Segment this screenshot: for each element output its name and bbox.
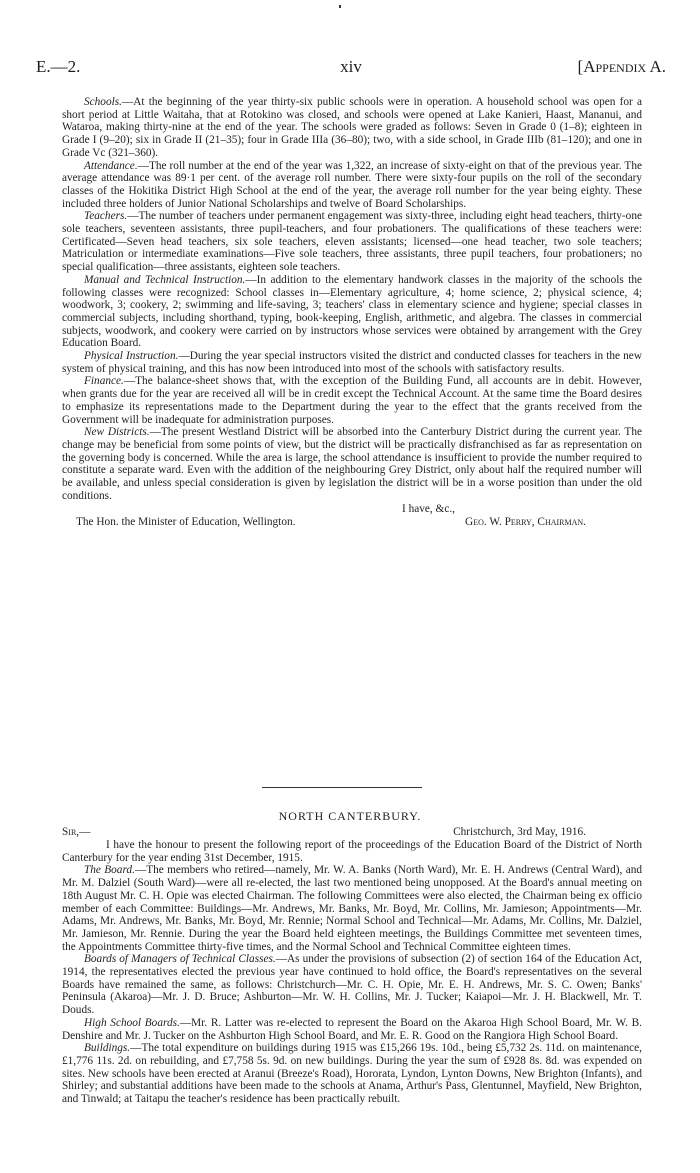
header-reference: E.—2.	[36, 57, 81, 76]
paragraph-text: —At the beginning of the year thirty-six public schools were in operation. A household school was open for a short period at Little Waitaha, that at Rotokino was closed, and schools were opened at Lake Kanieri, Haast, Mananui, and Wataroa, making thirty-nine at the end of the year. The schools were graded as follows: Seven in Grade 0 (1–8); eighteen in Grade I (9–20); six in Grade II (21–35); four in Grade IIIa (36–80); two, with a side school, in Grade IIIb (81–120); and one in Grade Vc (321–360).	[62, 96, 642, 159]
paragraph-text: —As under the provisions of subsection (2) of section 164 of the Education Act, 1914, the representatives elected the previous year have continued to hold office, the Board's representatives on the several Boards have remained the same, as follows: Christchurch—Mr. C. H. Opie, Mr. E. H. Andrews, Mr. S. C. Owen; Banks' Peninsula (Akaroa)—Mr. J. D. Bruce; Ashburton—Mr. W. H. Collins, Mr. J. Tucker; Kaiapoi—Mr. J. H. Blackwell, Mr. T. Douds.	[62, 953, 642, 1017]
signoff-have: I have, &c.,	[402, 502, 456, 515]
north-canterbury-report-body	[62, 826, 642, 1106]
printer-mark	[339, 5, 341, 8]
paragraph-text: —The members who retired—namely, Mr. W. A. Banks (North Ward), Mr. E. H. Andrews (Central Ward), and Mr. M. Dalziel (South Ward)—were all re-elected, the last two mentioned being unopposed. At the Board's annual meeting on 18th August Mr. C. H. Opie was elected Chairman. The following Committees were also elected, the Chairman being ex officio member of each Committee: Buildings—Mr. Andrews, Mr. Banks, Mr. Boyd, Mr. Collins, Mr. Jamieson; Appointments—Mr. Adams, Mr. Andrews, Mr. Banks, Mr. Boyd, Mr. Rennie; Normal School and Technical—Mr. Adams, Mr. Collins, Mr. Dalziel, Mr. Jamieson, Mr. Rennie. During the year the Board held eighteen meetings, the Buildings Committee met seventeen times, the Appointments Committee thirty-five times, and the Normal School and Technical Committee eighteen times.	[62, 864, 642, 953]
signoff	[62, 503, 642, 528]
paragraph-text: —In addition to the elementary handwork classes in the majority of the schools the following classes were recognized: School classes in—Elementary agriculture, 4; home science, 2; physical science, 4; woodwork, 3; cookery, 2; swimming and life-saving, 3; teachers' class in elementary science and hygiene; special classes in commercial subjects, including shorthand, typing, book-keeping, English, arithmetic, and algebra. The classes in commercial subjects, woodwork, and cookery were carried on by instructors whose services were obtained by arrangement with the Grey Education Board.	[62, 273, 642, 350]
page-header	[36, 57, 666, 79]
paragraph-text: —Mr. R. Latter was re-elected to represent the Board on the Akaroa High School Board, Mr. W. B. Denshire and Mr. J. Tucker on the Ashburton High School Board, and Mr. E. R. Good on the Rangiora High School Board.	[62, 1016, 642, 1042]
paragraph-text: —The roll number at the end of the year was 1,322, an increase of sixty-eight on that of the previous year. The average attendance was 89·1 per cent. of the average roll number. There were sixty-four pupils on the roll of the secondary classes of the Hokitika District High School at the end of the year, the average roll number for the year being eighty. These included three holders of Junior National Scholarships and twelve of Board Scholarships.	[62, 159, 642, 210]
paragraph-heading: Physical Instruction.	[84, 350, 179, 363]
signoff-signature: Geo. W. Perry, Chairman.	[465, 515, 586, 528]
paragraph-heading: Finance.	[84, 375, 124, 388]
paragraph-text: —The balance-sheet shows that, with the exception of the Building Fund, all accounts are in debit. However, when grants due for the year are received all will be in credit except the Technical Account. At the same time the Board desires to emphasize its representations made to the Department during the year to the effect that the grants received from the Government will be inadequate for administration purposes.	[62, 375, 642, 426]
letter-line	[62, 826, 642, 839]
paragraph-attendance	[62, 160, 642, 211]
paragraph-heading: The Board.	[84, 864, 135, 877]
paragraph-schools	[62, 96, 642, 160]
paragraph-teachers	[62, 210, 642, 274]
paragraph-heading: High School Boards.	[84, 1016, 180, 1029]
paragraph-text: —The total expenditure on buildings during 1915 was £15,266 19s. 10d., being £5,732 2s. 11d. on maintenance, £1,776 11s. 2d. on rebuilding, and £7,758 5s. 9d. on new buildings. During the year the sum of £928 8s. 8d. was expended on sites. New schools have been erected at Aranui (Breeze's Road), Hororata, Lyndon, Lynton Downs, New Brighton (Infants), and Shirley; and substantial additions have been made to the schools at Anama, Arthur's Pass, Glentunnel, Mayfield, New Brighton, and Tinwald; at Taitapu the teacher's residence has been practically rebuilt.	[62, 1042, 642, 1106]
section-title: NORTH CANTERBURY.	[278, 809, 422, 823]
paragraph-manual-technical	[62, 274, 642, 350]
paragraph-text: —During the year special instructors visited the district and conducted classes for teachers in the new system of physical training, and this has now been introduced into most of the schools with satisfactory results.	[62, 350, 642, 375]
header-appendix: [Appendix A.	[577, 57, 666, 76]
paragraph-text: —The number of teachers under permanent engagement was sixty-three, including eight head teachers, thirty-one sole teachers, seventeen assistants, three pupil-teachers, and four probationers. The qualifications of these teachers were: Certificated—Seven head teachers, six sole teachers, eleven assistants; licensed—one head teacher, two sole teachers; Matriculation or intermediate examinations—Five sole teachers, three assistants, three pupil teachers, four probationers; no special qualification—three assistants, eighteen sole teachers.	[62, 210, 642, 274]
paragraph-heading: Buildings.	[84, 1042, 131, 1055]
letter-date: Christchurch, 3rd May, 1916.	[453, 826, 586, 838]
paragraph-new-districts	[62, 426, 642, 502]
paragraph-heading: Schools.	[84, 96, 122, 108]
paragraph-heading: Boards of Managers of Technical Classes.	[84, 953, 276, 966]
paragraph-board	[62, 864, 642, 953]
paragraph-heading: Attendance.	[84, 159, 138, 172]
signoff-addressee: The Hon. the Minister of Education, Wellington.	[76, 515, 296, 528]
section-divider	[262, 787, 422, 788]
paragraph-text: I have the honour to present the following report of the proceedings of the Education Board of the District of North Canterbury for the year ending 31st December, 1915.	[62, 839, 642, 864]
westland-report-body	[62, 96, 642, 528]
paragraph-finance	[62, 375, 642, 426]
paragraph-heading: Teachers.	[84, 210, 128, 223]
salutation: Sir,—	[62, 826, 91, 838]
paragraph-buildings	[62, 1042, 642, 1106]
paragraph-heading: Manual and Technical Instruction.	[84, 273, 246, 286]
paragraph-heading: New Districts.	[84, 426, 150, 439]
paragraph-managers-technical	[62, 953, 642, 1017]
paragraph-physical	[62, 350, 642, 375]
page-number: xiv	[340, 57, 362, 76]
paragraph-text: —The present Westland District will be absorbed into the Canterbury District during the current year. The change may be beneficial from some points of view, but the district will be practically disfranchised as far as representation on the governing body is concerned. While the area is large, the school attendance is insufficient to provide the number required to constitute a separate ward. Even with the addition of the neighbouring Grey District, only about half the required number will be available, and unless special consideration is given by legislation the district will be in a worse position than under the old conditions.	[62, 426, 642, 502]
paragraph-intro	[62, 839, 642, 864]
paragraph-high-school-boards	[62, 1017, 642, 1042]
